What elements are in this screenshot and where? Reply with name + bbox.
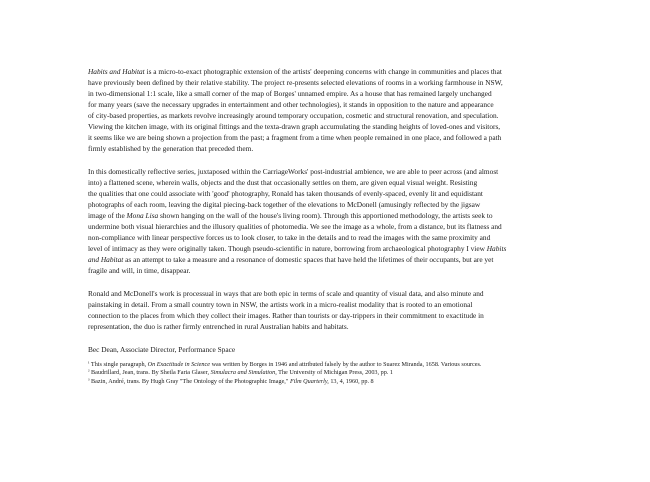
text-line	[88, 166, 590, 177]
text-line	[88, 77, 590, 88]
text-line	[88, 188, 590, 199]
body-paragraph	[88, 66, 590, 154]
text-run: as an attempt to take a measure and a resonance of domestic spaces that have held the lifetimes of their occupants, but are yet	[123, 255, 494, 265]
text-line	[88, 110, 590, 121]
text-line	[88, 221, 590, 232]
text-line	[88, 299, 590, 310]
text-line	[88, 99, 590, 110]
text-line	[88, 143, 590, 154]
body-paragraph	[88, 166, 590, 276]
text-run: have previously been defined by their relative stability. The project re-presents selected elevations of rooms in a working farmhouse in NSW,	[88, 78, 503, 88]
text-run: Viewing the kitchen image, with its original fittings and the texta-drawn graph accumulating the standing heights of loved-ones and visitors,	[88, 122, 501, 132]
text-run: This single paragraph,	[89, 360, 148, 368]
footnote	[88, 378, 590, 387]
text-line	[88, 121, 590, 132]
footnote-marker: ¹	[88, 361, 90, 367]
text-run: firmly established by the generation that preceded them.	[88, 144, 254, 154]
text-line	[88, 88, 590, 99]
text-line	[88, 288, 590, 299]
italic-title: On Exactitude in Science	[147, 360, 211, 368]
text-run: undermine both visual hierarchies and the illusory qualities of photomedia. We see the image as a whole, from a distance, but its flatness and	[88, 222, 502, 232]
text-run: level of intimacy as they were originally taken. Though pseudo-scientific in nature, borrowing from archaeological photography I view	[88, 244, 487, 254]
text-run: is a micro-to-exact photographic extension of the artists' deepening concerns with change in communities and places that	[144, 67, 502, 76]
text-line	[88, 310, 590, 321]
text-line	[88, 243, 590, 254]
text-run: it seems like we are being shown a projection from the past; a fragment from a time when people remained in one place, and followed a path	[88, 133, 502, 143]
text-run: 13, 4, 1960, pp. 8	[328, 377, 374, 385]
text-run: non-compliance with linear perspective forces us to look closer, to take in the details and to read the images with the same proximity and	[88, 233, 491, 243]
text-run: In this domestically reflective series, juxtaposed within the CarriageWorks' post-industrial ambience, we are able to peer across (and almost	[88, 166, 499, 176]
italic-title: Habits	[486, 244, 507, 254]
text-run: image of the	[88, 211, 127, 221]
text-run: Bazin, André, trans. By Hugh Gray "The Ontology of the Photographic Image,"	[89, 377, 290, 385]
italic-title: Simulacra and Simulation,	[210, 369, 277, 377]
italic-title: Habits and Habitat	[88, 67, 145, 76]
italic-title: Film Quarterly,	[289, 377, 329, 385]
text-line	[88, 265, 590, 276]
text-run: was written by Borges in 1946 and attributed falsely by the author to Suarez Miranda, 1658. Various sources.	[210, 360, 482, 368]
text-run: The University of Michigan Press, 2003, pp. 1	[276, 369, 393, 377]
essay-body	[88, 66, 590, 332]
text-line	[88, 321, 590, 332]
footnote-marker: ³	[88, 378, 90, 384]
text-run: fragile and will, in time, disappear.	[88, 266, 191, 276]
footnotes	[88, 361, 590, 387]
text-run: Ronald and McDonell's work is processual in ways that are both epic in terms of scale and quantity of visual data, and also minute and	[88, 288, 484, 298]
text-run: connection to the places from which they collect their images. Rather than tourists or day-trippers in their commitment to exactitude in	[88, 310, 484, 320]
text-line	[88, 132, 590, 143]
text-run: of city-based properties, as markets revolve increasingly around temporary occupation, cosmetic and structural renovation, and speculation.	[88, 111, 499, 121]
footnote	[88, 369, 590, 378]
text-line	[88, 199, 590, 210]
text-line	[88, 210, 590, 221]
text-line	[88, 232, 590, 243]
text-run: representation, the duo is rather firmly entrenched in rural Australian habits and habitats.	[88, 321, 349, 331]
text-line	[88, 177, 590, 188]
italic-title: and Habitat	[88, 255, 124, 265]
text-run: the qualities that one could associate with 'good' photography, Ronald has taken thousands of evenly-spaced, evenly lit and equidistant	[88, 188, 483, 198]
text-line	[88, 66, 590, 77]
body-paragraph	[88, 288, 590, 332]
footnote	[88, 361, 590, 370]
text-run: Baudrillard, Jean, trans. By Sheila Faria Glaser,	[89, 369, 211, 377]
text-line	[88, 254, 590, 265]
text-run: painstaking in detail. From a small country town in NSW, the artists work in a micro-realist modality that is rooted to an emotional	[88, 299, 473, 309]
footnote-marker: ²	[88, 370, 90, 376]
author-signature: Bec Dean, Associate Director, Performance Space	[88, 344, 236, 354]
text-run: into) a flattened scene, wherein walls, objects and the dust that occasionally settles on them, are given equal visual weight. Resisting	[88, 177, 478, 187]
text-run: in two-dimensional 1:1 scale, like a small corner of the map of Borges' unnamed empire. As a house that has remained largely unchanged	[88, 89, 492, 99]
text-run: shown hanging on the wall of the house's living room). Through this apportioned methodology, the artists seek to	[158, 211, 493, 221]
text-run: for many years (save the necessary upgrades in entertainment and other technologies), it stands in opposition to the nature and appearance	[88, 100, 494, 110]
italic-title: Mona Lisa	[126, 211, 159, 221]
text-run: photographs of each room, leaving the digital piecing-back together of the elevations to McDonell (amusingly reflected by the jigsaw	[88, 200, 481, 210]
